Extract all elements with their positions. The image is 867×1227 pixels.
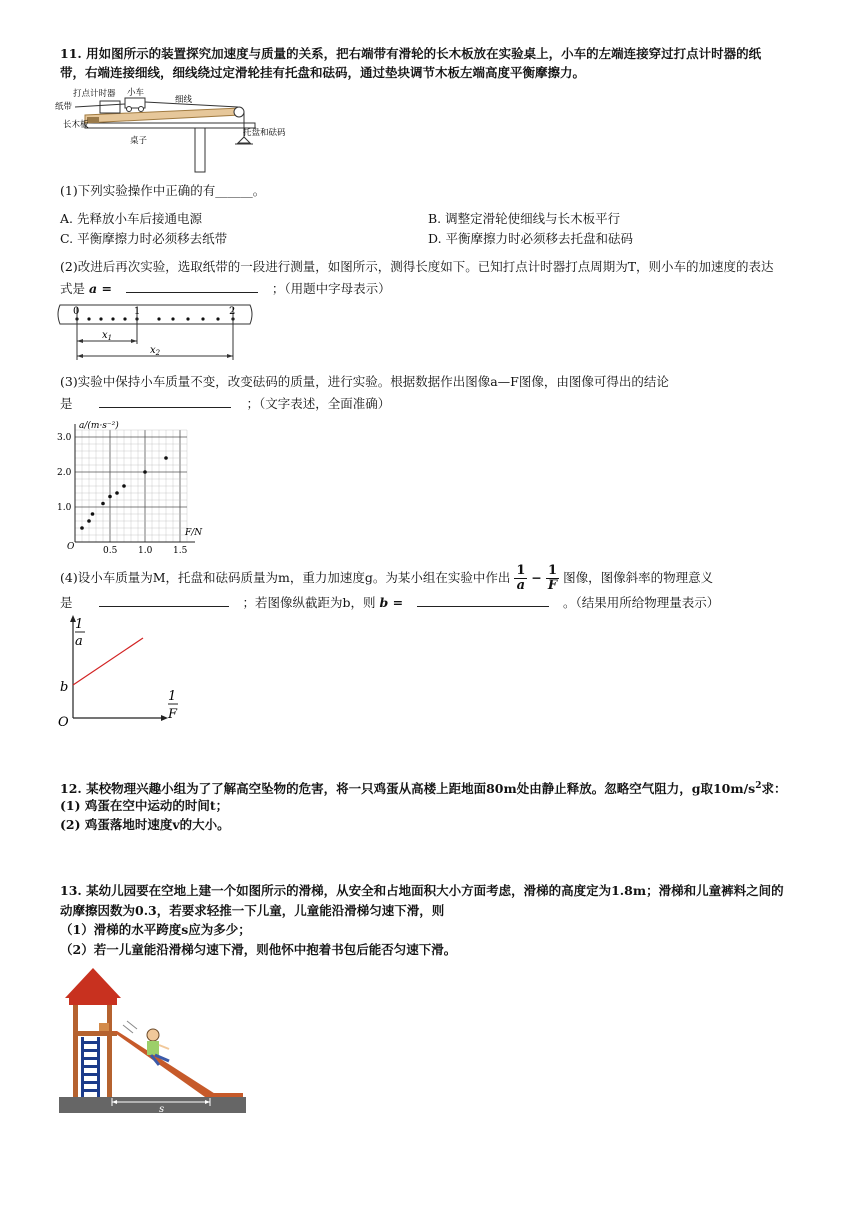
origin-label: O bbox=[67, 542, 75, 552]
x-tick-label: 1.5 bbox=[173, 546, 188, 556]
q11-part1-prompt: (1)下列实验操作中正确的有______。 bbox=[60, 183, 266, 198]
apparatus-figure bbox=[55, 85, 305, 177]
q11-option-a: A. 先释放小车后接通电源 bbox=[60, 211, 202, 226]
roof bbox=[65, 968, 121, 998]
block bbox=[87, 117, 99, 123]
label-timer: 打点计时器 bbox=[73, 89, 116, 99]
q11-part3-line2 bbox=[60, 393, 390, 413]
inverse-graph bbox=[55, 612, 190, 734]
q11-part2-suffix: ；（用题中字母表示） bbox=[271, 281, 391, 296]
label-board: 长木板 bbox=[63, 120, 89, 130]
y-tick-label: 2.0 bbox=[57, 468, 72, 478]
data-point bbox=[101, 502, 105, 506]
x-tick-label: 0.5 bbox=[103, 546, 118, 556]
q11-part4-line2-suffix: 。（结果用所给物理量表示） bbox=[563, 595, 720, 610]
slide-figure bbox=[55, 965, 250, 1117]
label-string: 细线 bbox=[175, 95, 193, 105]
q11-part2-prefix: 式是 bbox=[60, 281, 86, 296]
y-tick-label: 3.0 bbox=[57, 433, 72, 443]
q11-part4-b-blank[interactable] bbox=[417, 592, 549, 607]
label-tray: 托盘和砝码 bbox=[243, 128, 286, 138]
data-point bbox=[164, 456, 168, 460]
q11-stem-line2: 带，右端连接细线，细线绕过定滑轮挂有托盘和砝码，通过垫块调节木板左端高度平衡摩擦力。 bbox=[60, 65, 586, 80]
y-axis-label: a/(m·s⁻²) bbox=[79, 421, 119, 431]
x1-label: $x_1$ bbox=[102, 330, 113, 342]
q11-part2-var: a = bbox=[89, 281, 112, 296]
chart-ticks bbox=[57, 433, 188, 556]
car-wheel-2 bbox=[139, 107, 144, 112]
y-num: 1 bbox=[75, 617, 84, 632]
data-point bbox=[87, 519, 91, 523]
q11-option-d: D. 平衡摩擦力时必须移去托盘和砝码 bbox=[428, 231, 634, 246]
tape-label-0: 0 bbox=[73, 306, 80, 317]
frac-1-over-a: $\frac{1}{a}$ bbox=[516, 563, 526, 593]
q12-line1 bbox=[60, 777, 786, 798]
tower-post-right bbox=[107, 1005, 112, 1097]
data-point bbox=[115, 491, 119, 495]
ground bbox=[59, 1097, 246, 1113]
q11-part2-line2 bbox=[60, 278, 391, 298]
a-f-chart bbox=[55, 418, 205, 558]
x-num: 1 bbox=[168, 689, 177, 704]
q11-part4-prefix: (4)设小车质量为M，托盘和砝码质量为m，重力加速度g。为某小组在实验中作出 bbox=[60, 570, 511, 585]
tape-label-1: 1 bbox=[134, 306, 141, 317]
chart-grid bbox=[75, 424, 195, 542]
q11-part3-answer-blank[interactable] bbox=[99, 393, 231, 408]
frac-1-over-f: $\frac{1}{F}$ bbox=[547, 563, 558, 593]
intercept-label: b bbox=[60, 680, 69, 695]
child-head bbox=[147, 1029, 159, 1041]
slide-board bbox=[112, 1031, 220, 1097]
tower-post-left bbox=[73, 1005, 78, 1097]
x-axis-label: F/N bbox=[185, 528, 203, 538]
slide-exit bbox=[205, 1093, 243, 1097]
data-point bbox=[80, 526, 84, 530]
data-point bbox=[108, 495, 112, 499]
q13-line1: 13. 某幼儿园要在空地上建一个如图所示的滑梯，从安全和占地面积大小方面考虑，滑梯的高度定为1.8m；滑梯和儿童裤料之间的 bbox=[60, 883, 784, 898]
child-body bbox=[147, 1041, 159, 1055]
span-label: s bbox=[159, 1104, 165, 1115]
roof-edge bbox=[69, 998, 117, 1005]
q13-sub1: （1）滑梯的水平跨度s应为多少； bbox=[60, 922, 251, 937]
q11-option-c: C. 平衡摩擦力时必须移去纸带 bbox=[60, 231, 228, 246]
q12-sup: 2 bbox=[755, 781, 762, 791]
tape-label-2: 2 bbox=[229, 306, 236, 317]
q11-part3-line1: (3)实验中保持小车质量不变，改变砝码的质量，进行实验。根据数据作出图像a—F图像，由图像可得出的结论 bbox=[60, 374, 669, 389]
data-point bbox=[91, 512, 95, 516]
car-wheel-1 bbox=[127, 107, 132, 112]
x2-label: $x_2$ bbox=[150, 345, 161, 357]
y-den: a bbox=[75, 634, 83, 649]
label-table: 桌子 bbox=[130, 136, 148, 146]
q11-part2-line1: (2)改进后再次实验，选取纸带的一段进行测量，如图所示，测得长度如下。已知打点计时器打点周期为T，则小车的加速度的表达 bbox=[60, 259, 774, 274]
x-tick-label: 1.0 bbox=[138, 546, 153, 556]
q13-line2: 动摩擦因数为0.3，若要求轻推一下儿童，儿童能沿滑梯匀速下滑，则 bbox=[60, 903, 445, 918]
platform bbox=[73, 1031, 117, 1036]
q12-line1-text: 12. 某校物理兴趣小组为了了解高空坠物的危害，将一只鸡蛋从高楼上距地面80m处由静止释放。忽略空气阻力，g取10m/s bbox=[60, 781, 756, 797]
label-tape: 纸带 bbox=[55, 102, 73, 112]
x-den: F bbox=[168, 707, 178, 722]
q11-option-b: B. 调整定滑轮使细线与长木板平行 bbox=[428, 211, 621, 226]
q12-line1-suffix: 求： bbox=[761, 781, 787, 797]
q11-part4-line2 bbox=[60, 592, 719, 612]
q11-part4-line2-prefix: 是 bbox=[60, 595, 73, 610]
minus-sign: − bbox=[531, 570, 542, 585]
platform-box bbox=[99, 1023, 109, 1031]
q11-part4-line2-mid: ；若图像纵截距为b，则 bbox=[242, 595, 376, 610]
table-leg bbox=[195, 128, 205, 172]
tape-outline bbox=[58, 305, 252, 324]
q11-part2-answer-blank[interactable] bbox=[126, 278, 258, 293]
q12-sub1: (1) 鸡蛋在空中运动的时间t； bbox=[60, 798, 229, 813]
y-tick-label: 1.0 bbox=[57, 503, 72, 513]
q11-part4-line1 bbox=[60, 563, 714, 593]
label-car: 小车 bbox=[127, 88, 145, 98]
q11-part3-suffix: ；（文字表述，全面准确） bbox=[246, 396, 391, 411]
motion-line-2 bbox=[127, 1021, 137, 1029]
data-point bbox=[122, 484, 126, 488]
pulley bbox=[234, 107, 244, 117]
child-arm bbox=[159, 1045, 169, 1049]
q11-stem-line1: 11. 用如图所示的装置探究加速度与质量的关系，把右端带有滑轮的长木板放在实验桌上，小车的左端连接穿过打点计时器的纸 bbox=[60, 46, 762, 61]
q11-part3-prefix: 是 bbox=[60, 396, 73, 411]
motion-line-1 bbox=[123, 1025, 133, 1033]
table-top bbox=[85, 123, 255, 128]
data-point bbox=[143, 470, 147, 474]
timer-box bbox=[100, 101, 120, 113]
q11-part4-line1-suffix: 图像，图像斜率的物理意义 bbox=[563, 570, 714, 585]
q13-sub2: （2）若一儿童能沿滑梯匀速下滑，则他怀中抱着书包后能否匀速下滑。 bbox=[60, 942, 457, 957]
q12-sub2: (2) 鸡蛋落地时速度v的大小。 bbox=[60, 817, 230, 832]
q11-part4-slope-blank[interactable] bbox=[99, 592, 229, 607]
var-b: b = bbox=[379, 595, 404, 610]
graph2-origin: O bbox=[58, 715, 69, 730]
inverse-line bbox=[73, 638, 143, 685]
paper-tape-figure bbox=[55, 302, 260, 364]
